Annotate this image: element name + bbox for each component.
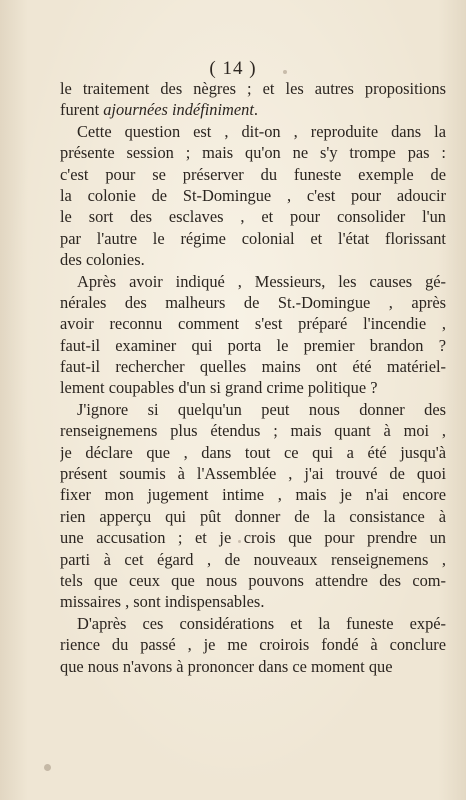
text-line: Après avoir indiqué , Messieurs, les causes gé-	[77, 271, 446, 291]
text-line: la colonie de St-Domingue , c'est pour adoucir	[60, 185, 446, 205]
text-line: rience du passé , je me croirois fondé à conclure	[60, 635, 446, 655]
text-line: je déclare que , dans tout ce qui a été jusqu'à	[60, 442, 446, 462]
text-line: parti à cet égard , de nouveaux renseignemens ,	[60, 549, 446, 569]
text-line: lement coupables d'un si grand crime politique ?	[60, 378, 378, 398]
paragraph	[60, 78, 446, 121]
page-number: ( 14 )	[209, 58, 257, 79]
text-line: faut-il rechercher quelles mains ont été matériel-	[60, 357, 446, 377]
text-line: rien apperçu qui pût donner de la consistance à	[60, 506, 446, 526]
text-line: présente session ; mais qu'on ne s'y trompe pas :	[60, 143, 446, 163]
text-line: J'ignore si quelqu'un peut nous donner des	[77, 399, 446, 419]
italic-phrase: ajournées indéfiniment	[103, 100, 254, 120]
text-line: avoir reconnu comment s'est préparé l'incendie ,	[60, 314, 446, 334]
text-line: nérales des malheurs de St.-Domingue , après	[60, 292, 446, 312]
paragraph	[60, 613, 446, 677]
text-line: des colonies.	[60, 250, 145, 270]
text-line: tels que ceux que nous pouvons attendre des com-	[60, 570, 446, 590]
paragraph	[60, 121, 446, 271]
text-line: par l'autre le régime colonial et l'état florissant	[60, 228, 446, 248]
text-line: le sort des esclaves , et pour consolider l'un	[60, 207, 446, 227]
text-line: furent ajournées indéfiniment.	[60, 100, 259, 120]
text-line: fixer mon jugement intime , mais je n'ai encore	[60, 485, 446, 505]
paragraph	[60, 399, 446, 613]
text-line: missaires , sont indispensables.	[60, 592, 265, 612]
text-line: présent soumis à l'Assemblée , j'ai trouvé de quoi	[60, 464, 446, 484]
text-line: c'est pour se préserver du funeste exemple de	[60, 164, 446, 184]
text-line: faut-il examiner qui porta le premier brandon ?	[60, 335, 446, 355]
text-line: que nous n'avons à prononcer dans ce moment que	[60, 656, 393, 676]
paragraph	[60, 271, 446, 399]
text-line: le traitement des nègres ; et les autres propositions	[60, 79, 446, 98]
body-text	[60, 78, 446, 677]
text-line: une accusation ; et je crois que pour prendre un	[60, 528, 446, 548]
foxing-spot	[44, 764, 51, 771]
text-line: renseignemens plus étendus ; mais quant à moi ,	[60, 421, 446, 441]
text-line: D'après ces considérations et la funeste expé-	[77, 613, 446, 633]
text-line: Cette question est , dit-on , reproduite dans la	[77, 121, 446, 141]
